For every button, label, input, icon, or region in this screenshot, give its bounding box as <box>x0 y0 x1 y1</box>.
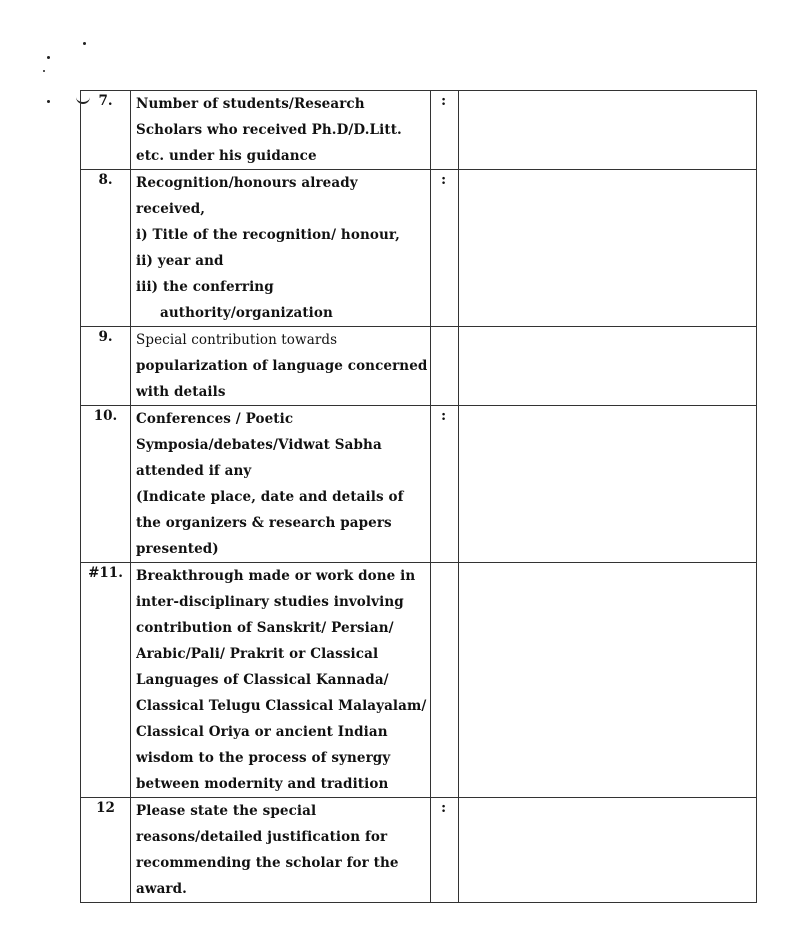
item-number: 10. <box>81 406 131 563</box>
question-line: i) Title of the recognition/ honour, <box>136 227 400 243</box>
answer-field[interactable] <box>459 170 757 327</box>
form-row-12 <box>81 798 757 903</box>
colon-separator <box>431 563 459 798</box>
form-row-9 <box>81 327 757 406</box>
question-line: between modernity and tradition <box>136 776 389 792</box>
scan-speck <box>47 56 50 59</box>
item-number: 12 <box>81 798 131 903</box>
question-line: Symposia/debates/Vidwat Sabha <box>136 437 382 453</box>
question-line: popularization of language concerned <box>136 358 427 374</box>
form-table-body <box>81 91 757 903</box>
form-row-11 <box>81 563 757 798</box>
question-line: with details <box>136 384 226 400</box>
question-line: wisdom to the process of synergy <box>136 750 391 766</box>
form-row-10 <box>81 406 757 563</box>
question-text <box>131 170 431 327</box>
item-number: #11. <box>81 563 131 798</box>
colon-separator: : <box>431 798 459 903</box>
item-number: 7. <box>81 91 131 170</box>
question-text <box>131 798 431 903</box>
item-number: 9. <box>81 327 131 406</box>
question-line: reasons/detailed justification for <box>136 829 388 845</box>
answer-field[interactable] <box>459 91 757 170</box>
question-line: Special contribution towards <box>136 332 338 348</box>
question-line: ii) year and <box>136 253 224 269</box>
form-row-7 <box>81 91 757 170</box>
question-line: Classical Telugu Classical Malayalam/ <box>136 698 427 714</box>
colon-separator: : <box>431 170 459 327</box>
question-line: Breakthrough made or work done in <box>136 568 416 584</box>
question-line: Number of students/Research <box>136 96 365 112</box>
question-line: attended if any <box>136 463 252 479</box>
question-line: etc. under his guidance <box>136 148 317 164</box>
item-number: 8. <box>81 170 131 327</box>
scan-speck <box>43 70 45 72</box>
answer-field[interactable] <box>459 798 757 903</box>
question-line: Arabic/Pali/ Prakrit or Classical <box>136 646 379 662</box>
question-line: Recognition/honours already <box>136 175 358 191</box>
question-line: authority/organization <box>160 305 333 321</box>
question-text <box>131 327 431 406</box>
question-line: received, <box>136 201 206 217</box>
colon-separator <box>431 327 459 406</box>
question-line: recommending the scholar for the <box>136 855 399 871</box>
question-line: Classical Oriya or ancient Indian <box>136 724 388 740</box>
question-text <box>131 406 431 563</box>
answer-field[interactable] <box>459 563 757 798</box>
question-line: Please state the special <box>136 803 317 819</box>
answer-field[interactable] <box>459 406 757 563</box>
form-row-8 <box>81 170 757 327</box>
scan-speck <box>47 100 50 103</box>
question-line: award. <box>136 881 187 897</box>
question-line: Conferences / Poetic <box>136 411 294 427</box>
question-line: presented) <box>136 541 219 557</box>
question-text <box>131 91 431 170</box>
question-line: contribution of Sanskrit/ Persian/ <box>136 620 394 636</box>
scan-speck <box>83 42 86 45</box>
question-text <box>131 563 431 798</box>
question-line: (Indicate place, date and details of <box>136 489 404 505</box>
question-line: the organizers & research papers <box>136 515 392 531</box>
question-line: Languages of Classical Kannada/ <box>136 672 389 688</box>
question-line: Scholars who received Ph.D/D.Litt. <box>136 122 402 138</box>
colon-separator: : <box>431 406 459 563</box>
answer-field[interactable] <box>459 327 757 406</box>
question-line: inter-disciplinary studies involving <box>136 594 404 610</box>
nomination-form-table <box>80 90 757 903</box>
colon-separator: : <box>431 91 459 170</box>
question-line: iii) the conferring <box>136 279 274 295</box>
